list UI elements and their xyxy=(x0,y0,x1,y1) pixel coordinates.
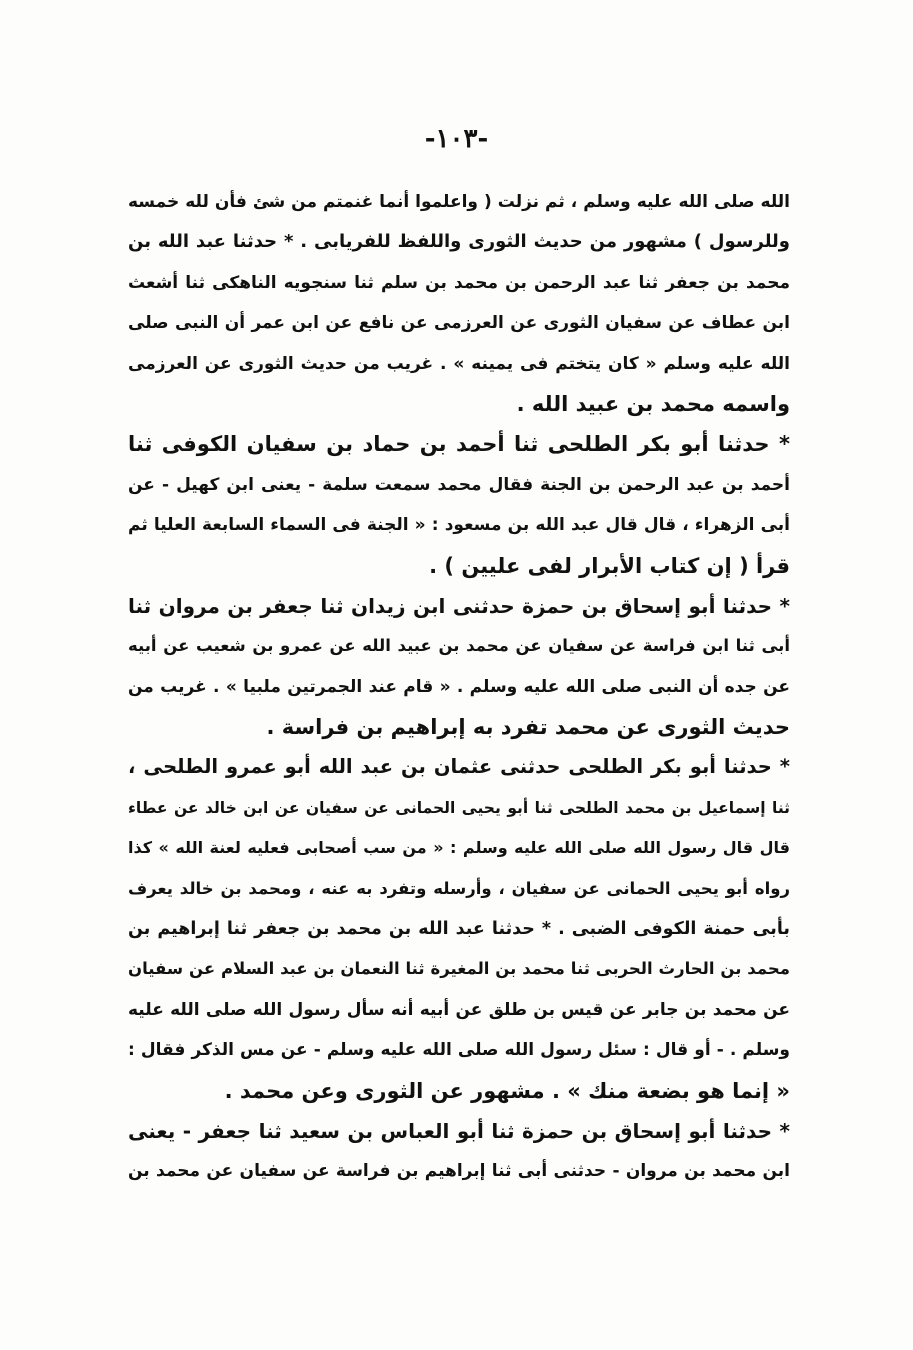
text-line: الله صلى الله عليه وسلم ، ثم نزلت ( واعلموا أنما غنمتم من شئ فأن لله خمسه xyxy=(128,192,790,212)
text-line: محمد بن جعفر ثنا عبد الرحمن بن محمد بن سلم ثنا سنجويه الناهكى ثنا أشعث xyxy=(128,272,790,293)
page-number: -١٠٣- xyxy=(424,124,489,154)
text-line: * حدثنا أبو بكر الطلحى ثنا أحمد بن حماد بن سفيان الكوفى ثنا xyxy=(128,432,790,457)
text-line: ثنا إسماعيل بن محمد الطلحى ثنا أبو يحيى الحمانى عن سفيان عن ابن خالد عن عطاء xyxy=(128,798,790,817)
text-line: رواه أبو يحيى الحمانى عن سفيان ، وأرسله وتفرد به عنه ، ومحمد بن خالد يعرف xyxy=(128,878,790,898)
text-line: الله عليه وسلم « كان يتختم فى يمينه » . غريب من حديث الثورى عن العرزمى xyxy=(128,353,790,374)
text-line: بأبى حمنة الكوفى الضبى . * حدثنا عبد الله بن محمد بن جعفر ثنا إبراهيم بن xyxy=(128,919,790,940)
text-line: واسمه محمد بن عبيد الله . xyxy=(516,391,790,416)
text-line: * حدثنا أبو إسحاق بن حمزة ثنا أبو العباس بن سعيد ثنا جعفر - يعنى xyxy=(128,1118,790,1143)
text-line: حديث الثورى عن محمد تفرد به إبراهيم بن فراسة . xyxy=(266,715,790,740)
text-line: أحمد بن عبد الرحمن بن الجنة فقال محمد سمعت سلمة - يعنى ابن كهيل - عن xyxy=(128,474,790,495)
text-line: أبى ثنا ابن فراسة عن سفيان عن محمد بن عبيد الله عن عمرو بن شعيب عن أبيه xyxy=(128,636,790,656)
text-line: محمد بن الحارث الحربى ثنا محمد بن المغيرة ثنا النعمان بن عبد السلام عن سفيان xyxy=(128,959,790,979)
text-line: عن جده أن النبى صلى الله عليه وسلم . « قام عند الجمرتين ملبيا » . غريب من xyxy=(128,676,790,697)
text-line: أبى الزهراء ، قال قال عبد الله بن مسعود : « الجنة فى السماء السابعة العليا ثم xyxy=(128,515,790,536)
text-line: « إنما هو بضعة منك » . مشهور عن الثورى وعن محمد . xyxy=(224,1078,790,1103)
text-line: عن محمد بن جابر عن قيس بن طلق عن أبيه أنه سأل رسول الله صلى الله عليه xyxy=(128,999,790,1020)
text-line: ابن محمد بن مروان - حدثنى أبى ثنا إبراهيم بن فراسة عن سفيان عن محمد بن xyxy=(128,1161,790,1182)
text-line: ابن عطاف عن سفيان الثورى عن العرزمى عن نافع عن ابن عمر أن النبى صلى xyxy=(128,313,790,334)
text-line: * حدثنا أبو إسحاق بن حمزة حدثنى ابن زيدان ثنا جعفر بن مروان ثنا xyxy=(128,593,790,618)
text-line: * حدثنا أبو بكر الطلحى حدثنى عثمان بن عبد الله أبو عمرو الطلحى ، xyxy=(128,755,790,779)
text-line: وللرسول ) مشهور من حديث الثورى واللفظ للفريابى . * حدثنا عبد الله بن xyxy=(128,231,790,253)
text-line: وسلم . - أو قال : سئل رسول الله صلى الله عليه وسلم - عن مس الذكر فقال : xyxy=(128,1040,790,1061)
text-line: قال قال رسول الله صلى الله عليه وسلم : « من سب أصحابى فعليه لعنة الله » كذا xyxy=(128,838,790,858)
body-text xyxy=(128,182,790,1192)
text-line: قرأ ( إن كتاب الأبرار لفى عليين ) . xyxy=(429,553,790,578)
